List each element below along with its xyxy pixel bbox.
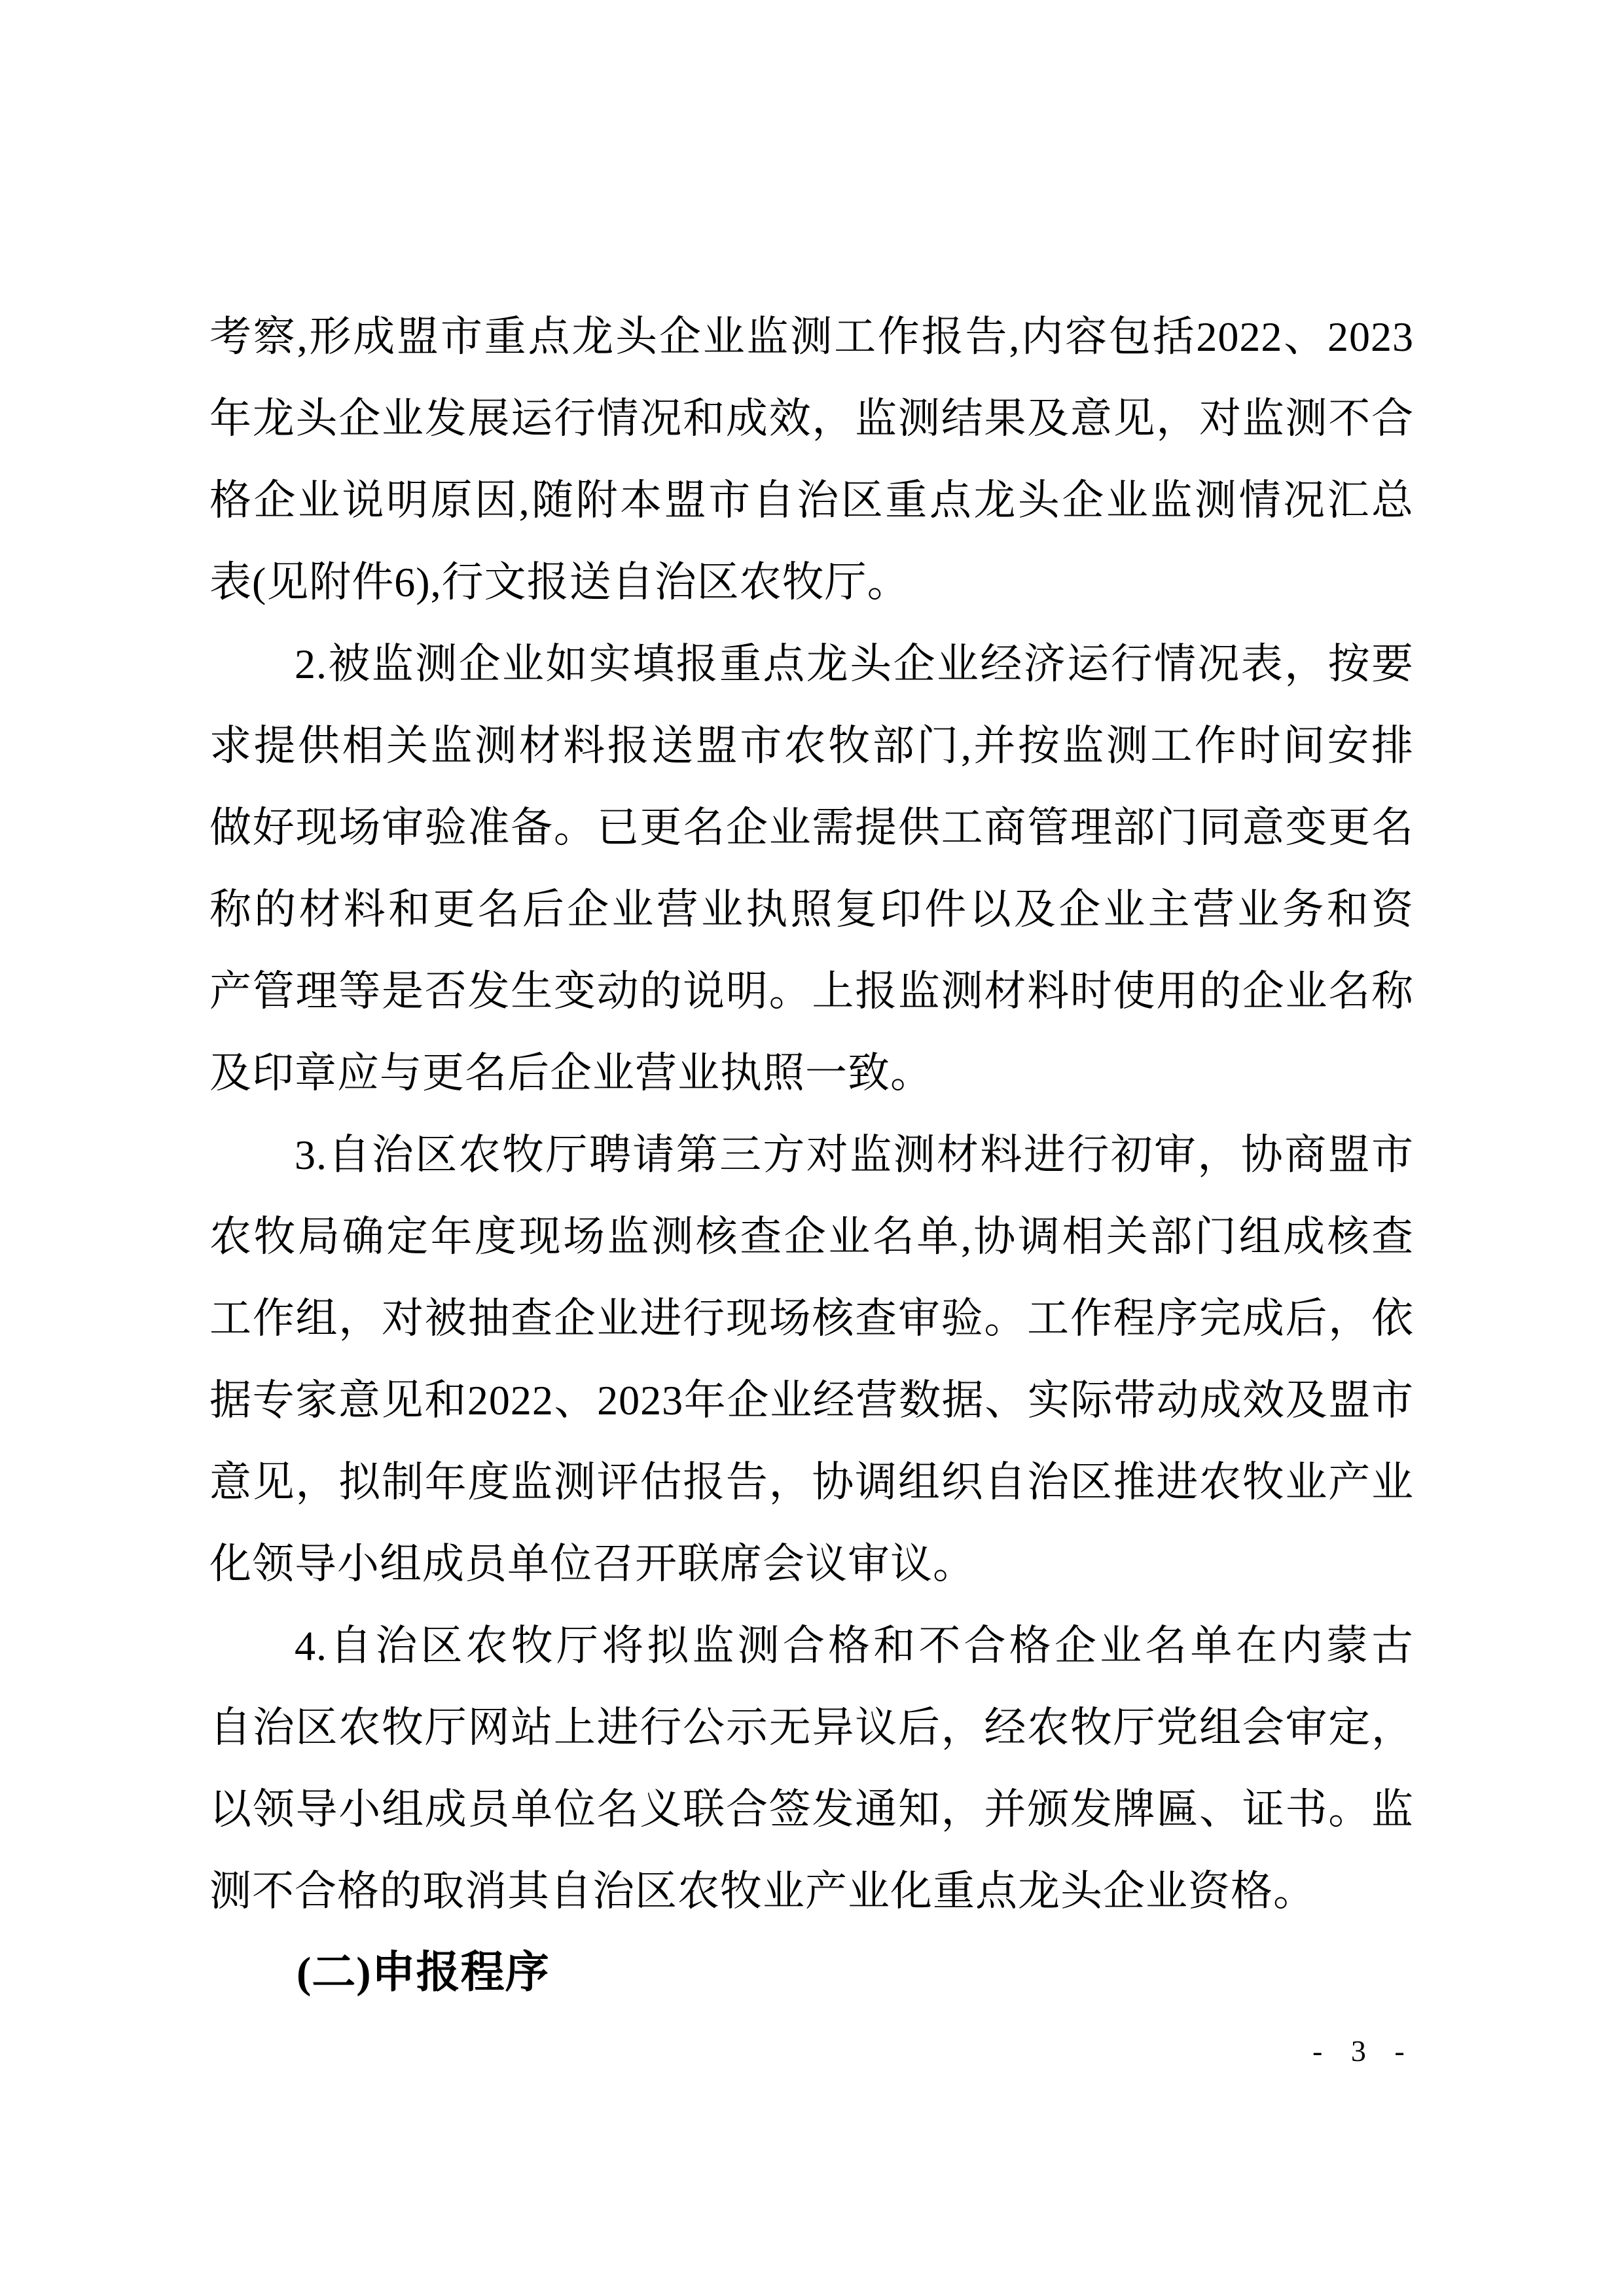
paragraph-3-line-5: 意见，拟制年度监测评估报告，协调组织自治区推进农牧业产业 <box>209 1459 1414 1505</box>
paragraph-2-line-1: 2.被监测企业如实填报重点龙头企业经济运行情况表，按要 <box>295 641 1414 687</box>
paragraph-3 <box>209 1114 1414 1605</box>
paragraph-4 <box>209 1605 1414 1932</box>
paragraph-2 <box>209 623 1414 1114</box>
paragraph-4-line-4: 测不合格的取消其自治区农牧业产业化重点龙头企业资格。 <box>209 1868 1316 1914</box>
paragraph-3-line-3: 工作组，对被抽查企业进行现场核查审验。工作程序完成后，依 <box>209 1295 1414 1342</box>
paragraph-2-line-3: 做好现场审验准备。已更名企业需提供工商管理部门同意变更名 <box>209 804 1414 851</box>
paragraph-2-line-6: 及印章应与更名后企业营业执照一致。 <box>209 1050 933 1096</box>
paragraph-4-line-1: 4.自治区农牧厅将拟监测合格和不合格企业名单在内蒙古 <box>295 1623 1414 1669</box>
paragraph-3-line-6: 化领导小组成员单位召开联席会议审议。 <box>209 1541 975 1587</box>
page-number: - 3 - <box>1312 2034 1415 2068</box>
paragraph-4-line-2: 自治区农牧厅网站上进行公示无异议后，经农牧厅党组会审定， <box>209 1704 1414 1751</box>
paragraph-4-line-3: 以领导小组成员单位名义联合签发通知，并颁发牌匾、证书。监 <box>209 1786 1414 1833</box>
paragraph-3-line-2: 农牧局确定年度现场监测核查企业名单,协调相关部门组成核查 <box>209 1213 1414 1260</box>
paragraph-1-line-4: 表(见附件6),行文报送自治区农牧厅。 <box>209 559 910 605</box>
paragraph-2-line-4: 称的材料和更名后企业营业执照复印件以及企业主营业务和资 <box>209 886 1414 933</box>
paragraph-1-line-2: 年龙头企业发展运行情况和成效，监测结果及意见，对监测不合 <box>209 395 1414 442</box>
section-heading: (二)申报程序 <box>297 1948 550 1997</box>
body-text <box>209 296 1414 2014</box>
paragraph-1-line-3: 格企业说明原因,随附本盟市自治区重点龙头企业监测情况汇总 <box>209 477 1414 524</box>
paragraph-2-line-2: 求提供相关监测材料报送盟市农牧部门,并按监测工作时间安排 <box>209 723 1414 769</box>
paragraph-2-line-5: 产管理等是否发生变动的说明。上报监测材料时使用的企业名称 <box>209 968 1414 1014</box>
paragraph-3-line-4: 据专家意见和2022、2023年企业经营数据、实际带动成效及盟市 <box>209 1377 1414 1424</box>
paragraph-1 <box>209 296 1414 623</box>
paragraph-3-line-1: 3.自治区农牧厅聘请第三方对监测材料进行初审，协商盟市 <box>295 1132 1414 1178</box>
paragraph-1-line-1: 考察,形成盟市重点龙头企业监测工作报告,内容包括2022、2023 <box>209 314 1414 360</box>
